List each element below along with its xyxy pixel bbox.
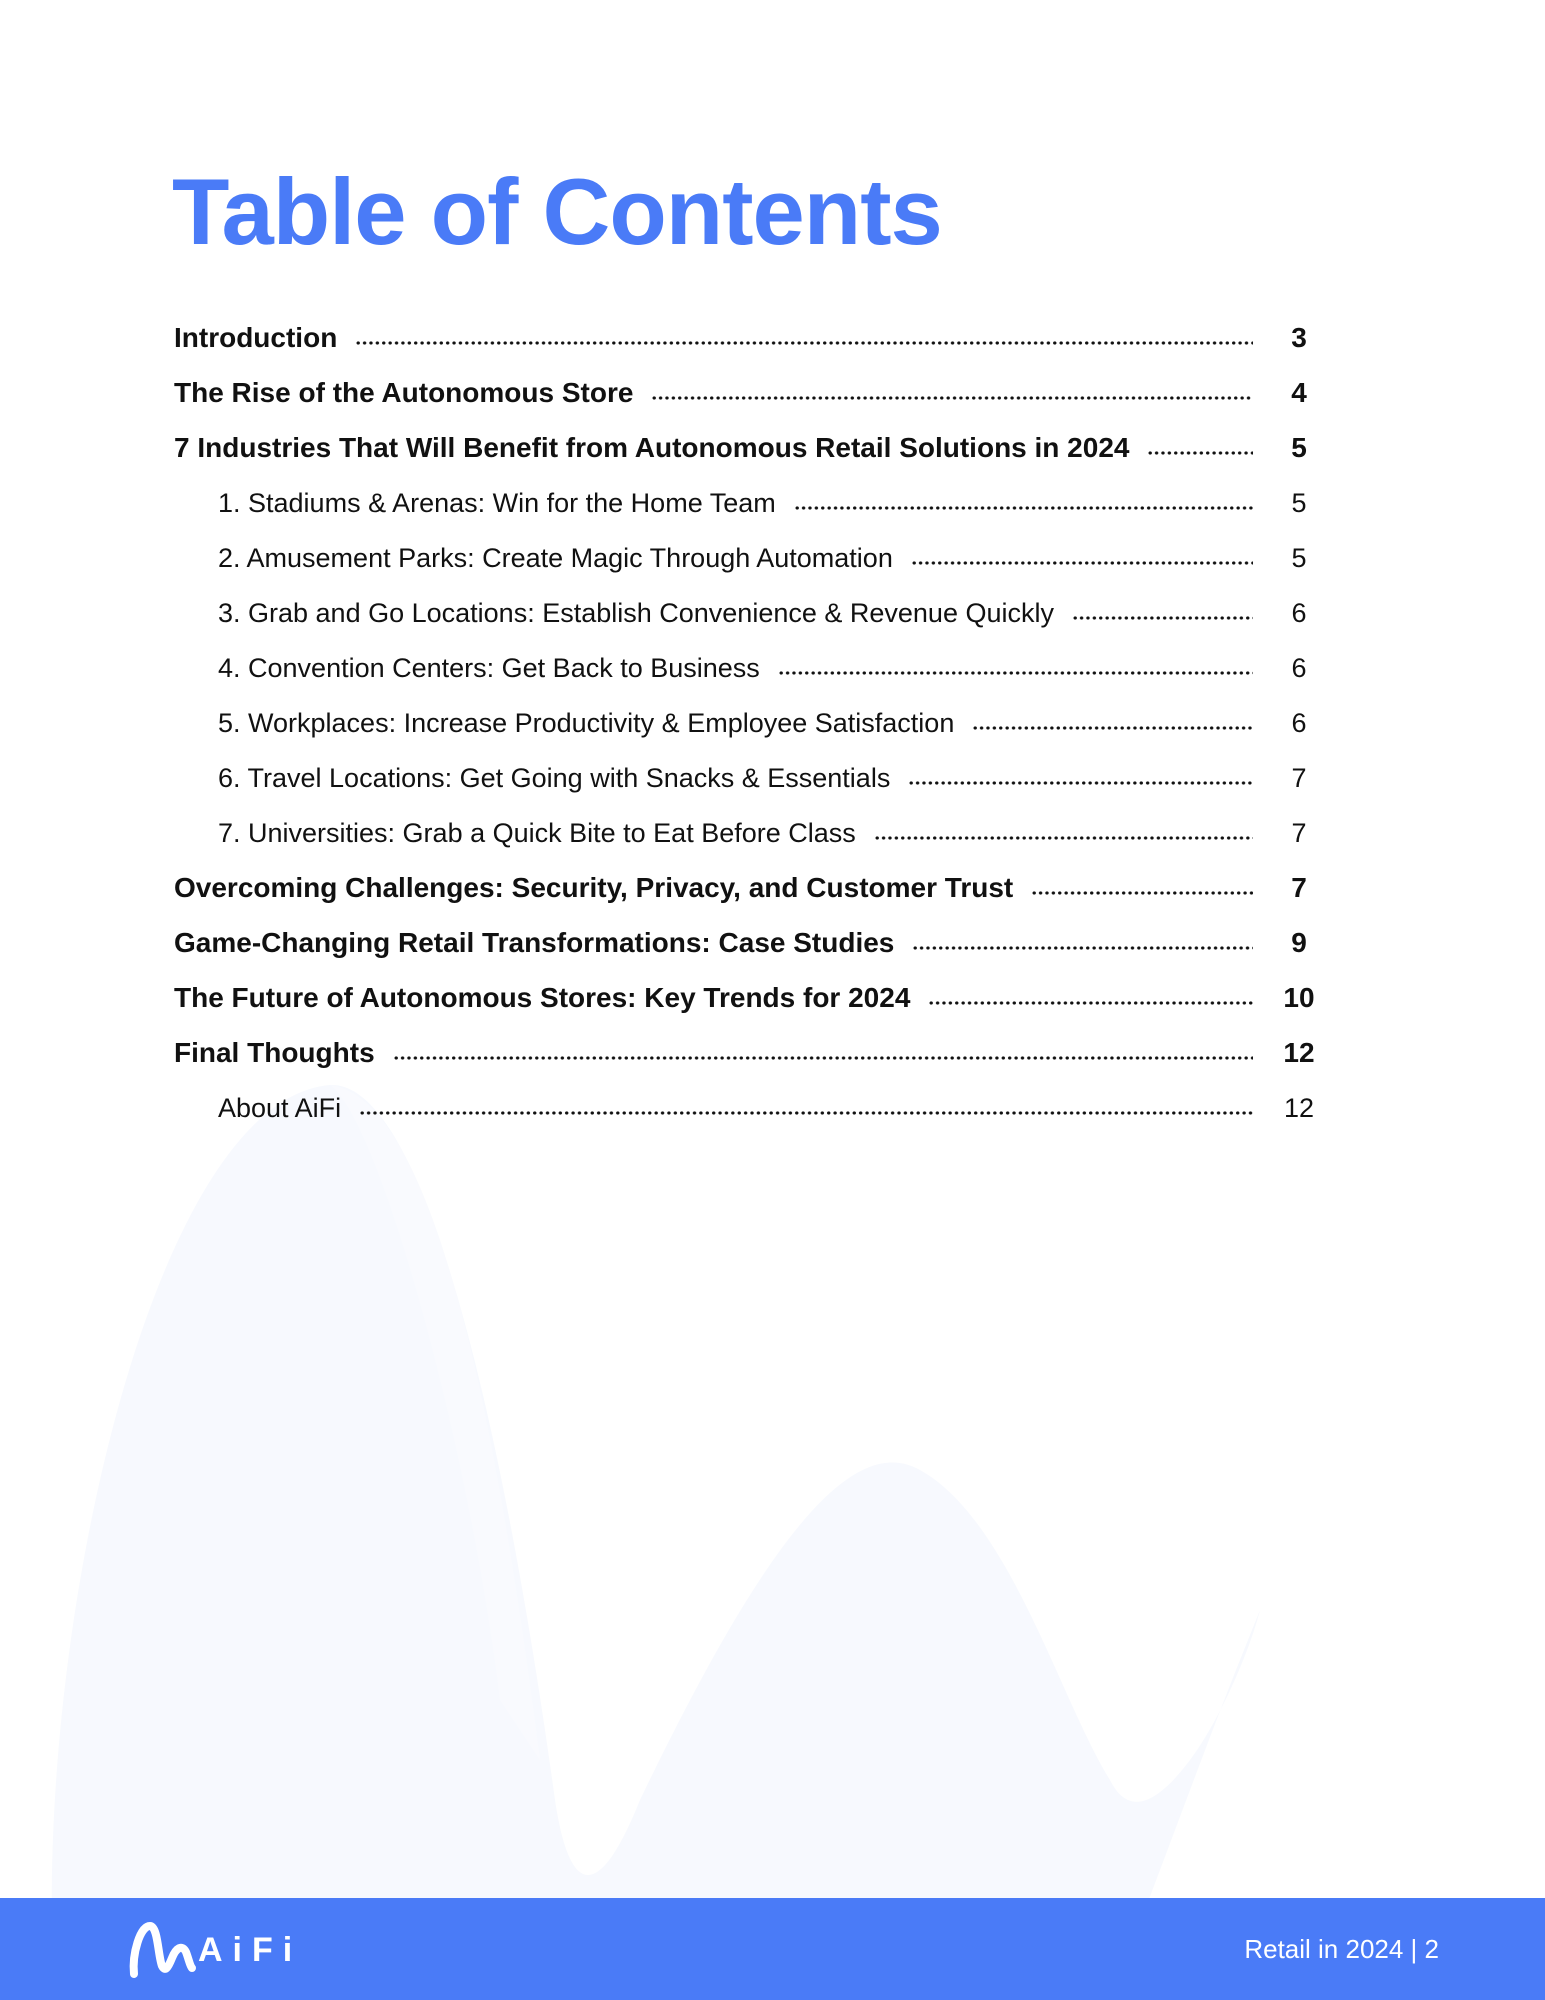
toc-entry-amusement-parks[interactable] bbox=[218, 538, 1319, 578]
toc-entry-page: 12 bbox=[1283, 1092, 1315, 1123]
aifi-logo-mark-icon bbox=[128, 1916, 198, 1980]
toc-entry-label: 1. Stadiums & Arenas: Win for the Home Team bbox=[218, 487, 776, 518]
toc-entry-page: 6 bbox=[1291, 652, 1307, 683]
toc-entry-label: 5. Workplaces: Increase Productivity & Employee Satisfaction bbox=[218, 707, 955, 738]
toc-entry-page: 4 bbox=[1291, 377, 1307, 408]
toc-entry-label: 7 Industries That Will Benefit from Autonomous Retail Solutions in 2024 bbox=[174, 432, 1130, 463]
toc-entry-label: 2. Amusement Parks: Create Magic Through Automation bbox=[218, 542, 893, 573]
toc-entry-label: The Rise of the Autonomous Store bbox=[174, 377, 634, 408]
dot-leader bbox=[908, 779, 1253, 787]
toc-entry-travel-locations[interactable] bbox=[218, 758, 1319, 798]
dot-leader bbox=[911, 559, 1253, 567]
dot-leader bbox=[794, 504, 1253, 512]
toc-entry-universities[interactable] bbox=[218, 813, 1319, 853]
toc-entry-final-thoughts[interactable] bbox=[174, 1033, 1319, 1073]
toc-entry-overcoming-challenges[interactable] bbox=[174, 868, 1319, 908]
toc-entry-label: 4. Convention Centers: Get Back to Business bbox=[218, 652, 760, 683]
toc-entry-label: Final Thoughts bbox=[174, 1037, 375, 1068]
toc-entry-page: 7 bbox=[1291, 872, 1307, 903]
dot-leader bbox=[912, 944, 1253, 952]
toc-entry-convention-centers[interactable] bbox=[218, 648, 1319, 688]
dot-leader bbox=[1072, 614, 1253, 622]
dot-leader bbox=[1147, 449, 1253, 457]
footer-page-label: Retail in 2024 | 2 bbox=[1244, 1934, 1439, 1964]
toc-entry-label: Introduction bbox=[174, 322, 338, 353]
dot-leader bbox=[972, 724, 1253, 732]
toc-entry-label: 7. Universities: Grab a Quick Bite to Eat Before Class bbox=[218, 817, 856, 848]
toc-entry-page: 9 bbox=[1291, 927, 1307, 958]
toc-entry-7-industries[interactable] bbox=[174, 428, 1319, 468]
toc-entry-label: Game-Changing Retail Transformations: Case Studies bbox=[174, 927, 895, 958]
toc-entry-page: 10 bbox=[1283, 982, 1315, 1013]
toc-entry-about-aifi[interactable] bbox=[218, 1088, 1319, 1128]
footer-logo-text: AiFi bbox=[198, 1931, 303, 1969]
toc-entry-page: 6 bbox=[1291, 597, 1307, 628]
toc-entry-page: 7 bbox=[1291, 762, 1307, 793]
toc-entry-label: About AiFi bbox=[218, 1092, 342, 1123]
dot-leader bbox=[355, 339, 1253, 347]
toc-entry-label: Overcoming Challenges: Security, Privacy, and Customer Trust bbox=[174, 872, 1014, 903]
dot-leader bbox=[651, 394, 1253, 402]
toc-entry-future-trends[interactable] bbox=[174, 978, 1319, 1018]
page-title: Table of Contents bbox=[172, 159, 942, 264]
dot-leader bbox=[393, 1054, 1253, 1062]
toc-entry-introduction[interactable] bbox=[174, 318, 1319, 358]
toc-entry-label: 3. Grab and Go Locations: Establish Convenience & Revenue Quickly bbox=[218, 597, 1054, 628]
toc-entry-page: 7 bbox=[1291, 817, 1307, 848]
toc-entry-grab-and-go[interactable] bbox=[218, 593, 1319, 633]
toc-entry-case-studies[interactable] bbox=[174, 923, 1319, 963]
dot-leader bbox=[359, 1109, 1253, 1117]
dot-leader bbox=[928, 999, 1253, 1007]
toc-entry-label: 6. Travel Locations: Get Going with Snacks & Essentials bbox=[218, 762, 891, 793]
toc-entry-page: 5 bbox=[1291, 542, 1307, 573]
toc-entry-stadiums-arenas[interactable] bbox=[218, 483, 1319, 523]
toc-entry-page: 5 bbox=[1291, 432, 1307, 463]
toc-entry-rise-of-autonomous-store[interactable] bbox=[174, 373, 1319, 413]
footer-bar bbox=[0, 1898, 1545, 2000]
dot-leader bbox=[778, 669, 1253, 677]
toc-entry-page: 12 bbox=[1283, 1037, 1315, 1068]
toc-entry-page: 3 bbox=[1291, 322, 1307, 353]
dot-leader bbox=[1031, 889, 1253, 897]
dot-leader bbox=[874, 834, 1253, 842]
toc-entry-workplaces[interactable] bbox=[218, 703, 1319, 743]
toc-entry-page: 6 bbox=[1291, 707, 1307, 738]
toc-entry-label: The Future of Autonomous Stores: Key Trends for 2024 bbox=[174, 982, 911, 1013]
toc-entry-page: 5 bbox=[1291, 487, 1307, 518]
